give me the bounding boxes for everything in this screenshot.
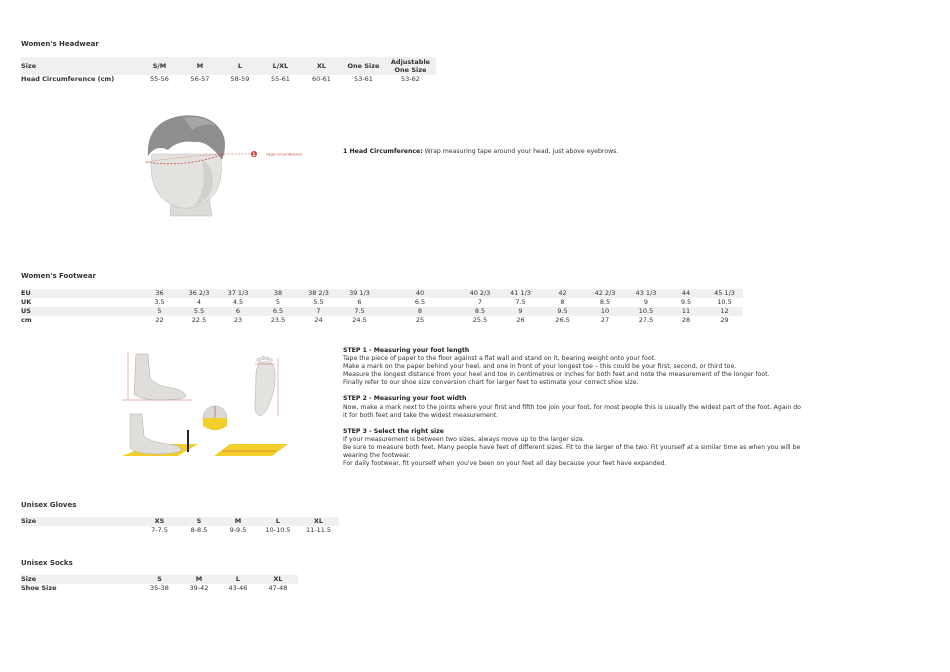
footwear-cell: 39 1/3 (339, 289, 380, 298)
footwear-cell: 6 (357, 298, 362, 306)
socks-header-cell: L (218, 575, 258, 584)
footwear-cell: 42 2/3 (584, 289, 626, 298)
headwear-cell: 60-61 (312, 75, 331, 83)
footwear-cell: 5 (275, 298, 281, 306)
socks-header-cell: XL (258, 575, 298, 584)
footwear-row-label: cm (21, 316, 32, 324)
footwear-row (21, 307, 743, 316)
footwear-cell: 8.5 (599, 298, 611, 306)
socks-header-cell: M (180, 575, 218, 584)
step-title: STEP 3 - Select the right size (343, 427, 444, 435)
footwear-table (21, 289, 743, 325)
footwear-cell: 22 (155, 316, 164, 324)
gloves-cell: 10-10.5 (265, 526, 291, 534)
socks-cell: 35-38 (150, 584, 169, 592)
gloves-cell: 7-7.5 (151, 526, 168, 534)
headwear-cell: 55-61 (271, 75, 290, 83)
socks-header-row (21, 575, 298, 584)
footwear-cell: 27 (600, 316, 610, 324)
footwear-cell: 12 (706, 307, 743, 316)
footwear-cell: 41 1/3 (500, 289, 541, 298)
headwear-row-label: Head Circumference (cm) (21, 75, 115, 83)
footwear-cell: 45 1/3 (706, 289, 743, 298)
headwear-title: Women's Headwear (21, 40, 99, 48)
footwear-cell: 8.5 (460, 307, 500, 316)
footwear-cell: 4 (196, 298, 202, 306)
socks-title: Unisex Socks (21, 559, 73, 567)
headwear-cell: 53-61 (354, 75, 373, 83)
step-line: Make a mark on the paper behind your heel, and one in front of your longest toe – this could be your first, second, or third toe. (343, 363, 737, 371)
headwear-data-row (21, 75, 436, 84)
footwear-cell: 24 (314, 316, 323, 324)
footwear-cell: 7.5 (339, 307, 380, 316)
socks-table (21, 575, 298, 593)
footwear-table-body (21, 289, 743, 325)
socks-header-cell: S (139, 575, 180, 584)
gloves-header-cell: XL (298, 517, 339, 526)
socks-row-label: Shoe Size (21, 584, 57, 592)
footwear-cell: 40 (380, 289, 460, 298)
footwear-cell: 7 (477, 298, 483, 306)
footwear-row-label: UK (21, 298, 32, 306)
footwear-cell: 22.5 (191, 316, 207, 324)
gloves-header-cell: S (180, 517, 218, 526)
headwear-cell: 55-56 (150, 75, 169, 83)
footwear-cell: 42 (541, 289, 584, 298)
footwear-row (21, 289, 743, 298)
footwear-cell: 5.5 (180, 307, 218, 316)
footwear-cell: 9.5 (680, 298, 692, 306)
headwear-cell: 53-62 (401, 75, 420, 83)
step-title: STEP 2 - Measuring your foot width (343, 395, 467, 403)
footwear-cell: 40 2/3 (460, 289, 500, 298)
headwear-header-cell: M (180, 57, 220, 75)
socks-cell: 47-48 (268, 584, 288, 592)
footwear-cell: 23.5 (270, 316, 286, 324)
footwear-cell: 10 (584, 307, 626, 316)
headwear-header-row (21, 57, 436, 75)
footwear-cell: 38 2/3 (298, 289, 339, 298)
step-line: For daily footwear, fit yourself when you've been on your feet all day because your feet have expanded. (343, 460, 667, 468)
footwear-cell: 37 1/3 (218, 289, 258, 298)
footwear-cell: 36 2/3 (180, 289, 218, 298)
footwear-row (21, 298, 743, 307)
footwear-row-label: US (21, 307, 139, 316)
step-line: Finally refer to our shoe size conversion chart for larger feet to estimate your correct shoe size. (343, 379, 639, 387)
head-instruction-label: 1 Head Circumference: (343, 148, 423, 155)
step-line: Tape the piece of paper to the floor against a flat wall and stand on it, bearing weight onto your foot. (343, 355, 656, 363)
footwear-cell: 23 (233, 316, 243, 324)
headwear-header-cell: Adjustable One Size (385, 57, 436, 75)
footwear-cell: 10.5 (626, 307, 666, 316)
step-title: STEP 1 - Measuring your foot length (343, 347, 470, 354)
footwear-cell: 6 (218, 307, 258, 316)
gloves-cell: 9-9.5 (229, 526, 247, 534)
gloves-cell: 8-8.5 (190, 526, 208, 534)
head-diagram-label: Head circumference (266, 152, 303, 157)
gloves-cell: 11-11.5 (305, 526, 332, 534)
headwear-header-cell: L (220, 57, 260, 75)
socks-header-cell: Size (21, 575, 139, 584)
footwear-cell: 4.5 (232, 298, 244, 306)
headwear-cell: 56-57 (190, 75, 210, 83)
footwear-cell: 43 1/3 (626, 289, 666, 298)
footwear-cell: 9 (500, 307, 541, 316)
footwear-row (21, 316, 743, 325)
footwear-cell: 26 (516, 316, 525, 324)
headwear-header-cell: One Size (342, 57, 385, 75)
gloves-title: Unisex Gloves (21, 501, 77, 509)
footwear-cell: 7 (298, 307, 339, 316)
footwear-cell: 3.5 (154, 298, 165, 306)
footwear-cell: 26.5 (555, 316, 570, 324)
footwear-cell: 9 (643, 298, 649, 306)
head-instruction (343, 148, 618, 156)
gloves-header-cell: XS (139, 517, 180, 526)
footwear-cell: 7.5 (515, 298, 526, 306)
footwear-cell: 8 (560, 298, 565, 306)
head-instruction-text: Wrap measuring tape around your head, just above eyebrows. (422, 148, 619, 155)
headwear-header-cell: XL (301, 57, 342, 75)
footwear-cell: 44 (666, 289, 706, 298)
gloves-header-cell: Size (21, 517, 139, 526)
footwear-cell: 5 (139, 307, 180, 316)
footwear-cell: 8 (380, 307, 460, 316)
gloves-header-row (21, 517, 339, 526)
headwear-header-cell: Size (21, 57, 139, 75)
head-measurement-diagram (138, 110, 338, 220)
footwear-cell: 10.5 (717, 298, 732, 306)
footwear-cell: 6.5 (414, 298, 426, 306)
gloves-header-cell: L (258, 517, 298, 526)
gloves-header-cell: M (218, 517, 258, 526)
footwear-title: Women's Footwear (21, 272, 96, 280)
footwear-cell: 29 (720, 316, 729, 324)
step-line: Now, make a mark next to the joints where your first and fifth toe join your foot, for most people this is usually the widest part of the foot. Again do it for both feet and take the widest measurement. (343, 403, 801, 419)
step-line: Measure the longest distance from your heel and toe in centimetres or inches for both feet and note the measurement of the longer foot. (343, 371, 770, 379)
headwear-table (21, 57, 436, 84)
gloves-table (21, 517, 339, 535)
footwear-row-label: EU (21, 289, 139, 298)
footwear-steps (343, 347, 803, 468)
gloves-data-row (21, 526, 339, 535)
footwear-cell: 11 (666, 307, 706, 316)
socks-data-row (21, 584, 298, 593)
footwear-cell: 25 (415, 316, 425, 324)
head-diagram-badge-number: 1 (252, 152, 256, 158)
footwear-cell: 36 (139, 289, 180, 298)
footwear-cell: 9.5 (541, 307, 584, 316)
footwear-cell: 38 (258, 289, 298, 298)
footwear-cell: 28 (681, 316, 691, 324)
socks-cell: 43-46 (228, 584, 248, 592)
headwear-header-cell: L/XL (260, 57, 301, 75)
foot-measurement-diagram (118, 348, 293, 466)
footwear-cell: 6.5 (258, 307, 298, 316)
socks-cell: 39-42 (189, 584, 209, 592)
footwear-cell: 25.5 (472, 316, 488, 324)
step-line: Be sure to measure both feet. Many people have feet of different sizes. Fit to the larger of the two. Fit yourself at a similar time as when you will be wearing the footwear. (343, 443, 801, 460)
footwear-cell: 5.5 (313, 298, 324, 306)
headwear-header-cell: S/M (139, 57, 180, 75)
footwear-cell: 27.5 (638, 316, 654, 324)
gloves-row-label (21, 526, 139, 535)
headwear-cell: 58-59 (230, 75, 250, 83)
footwear-cell: 24.5 (352, 316, 367, 324)
step-line: If your measurement is between two sizes, always move up to the larger size. (343, 435, 585, 443)
